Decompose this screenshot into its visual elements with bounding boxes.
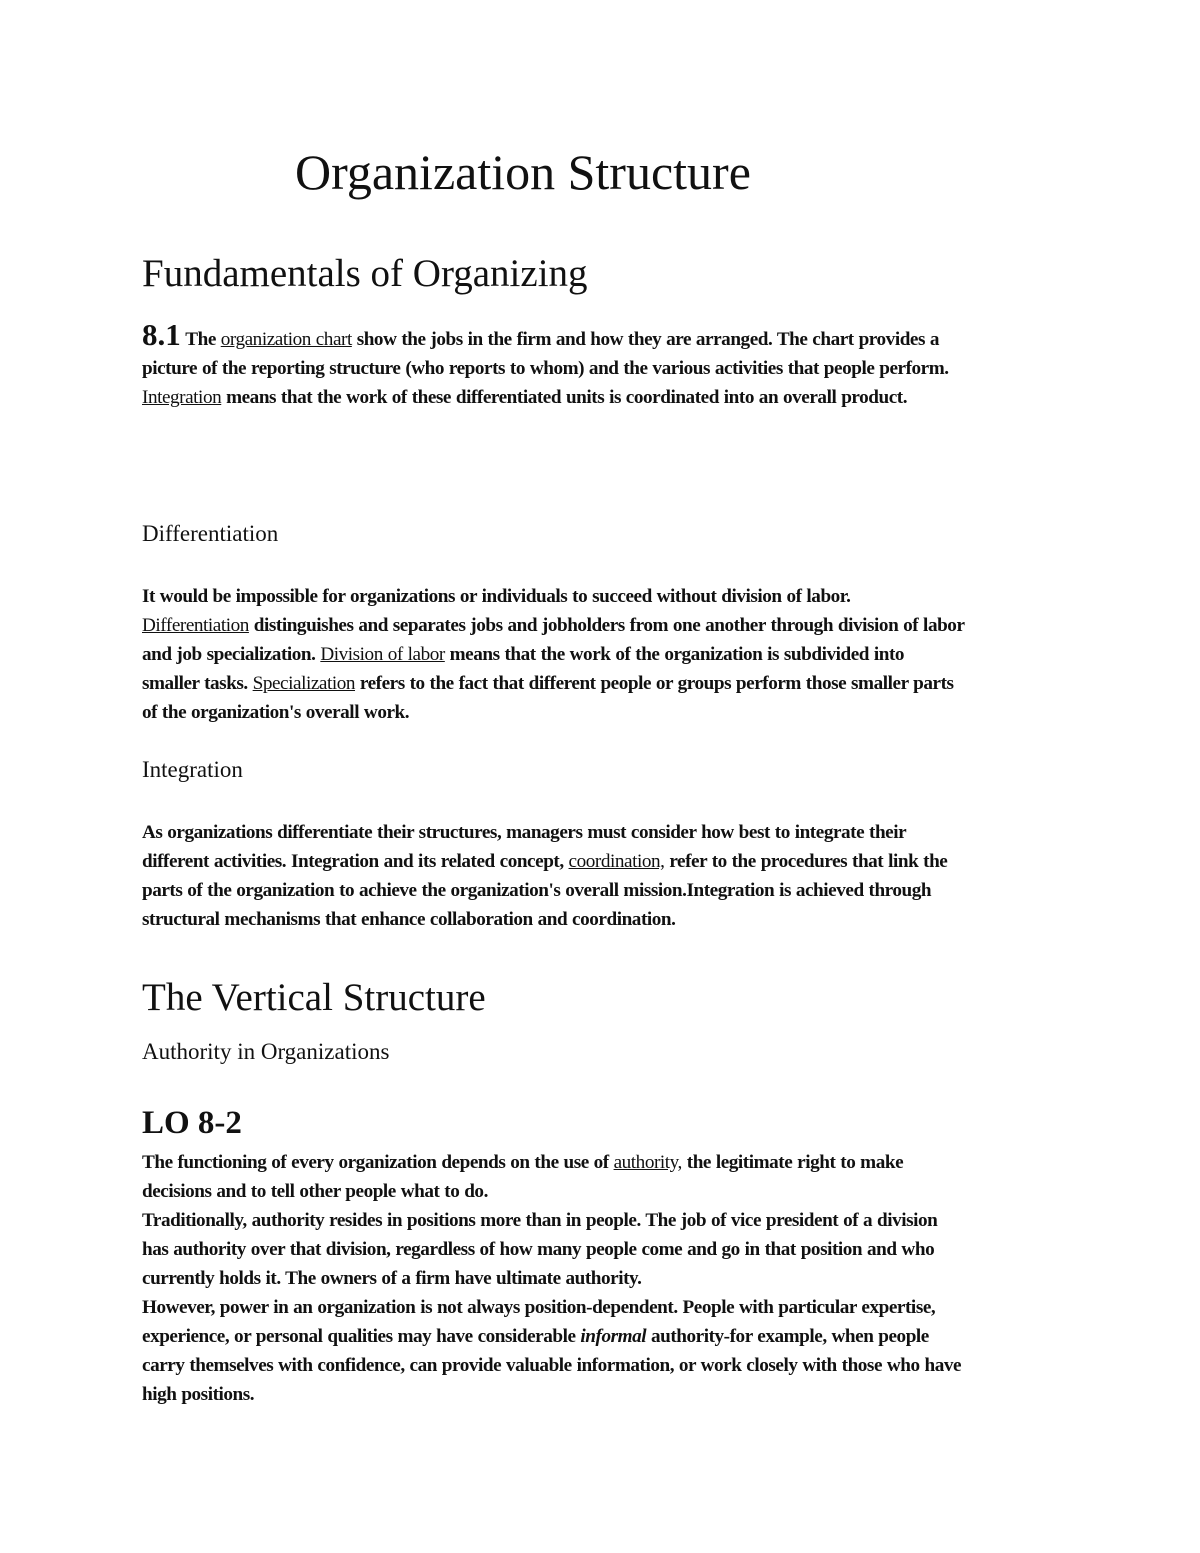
section-number: 8.1 [142,317,181,352]
paragraph-line: of the organization's overall work. [142,702,410,723]
term-authority: authority, [613,1152,682,1173]
paragraph-line: smaller tasks. Specialization refers to the fact that different people or groups perform those smaller parts [142,673,954,694]
paragraph-line: experience, or personal qualities may have considerable informal authority-for example, when people [142,1326,929,1347]
paragraph-line: However, power in an organization is not always position-dependent. People with particular expertise, [142,1297,936,1318]
heading-vertical-structure: The Vertical Structure [142,976,486,1019]
paragraph-line: and job specialization. Division of labor means that the work of the organization is subdivided into [142,644,905,665]
paragraph-line: carry themselves with confidence, can provide valuable information, or work closely with those who have [142,1355,962,1376]
paragraph-line: has authority over that division, regardless of how many people come and go in that position and who [142,1239,935,1260]
heading-fundamentals: Fundamentals of Organizing [142,252,588,295]
term-coordination: coordination, [568,851,665,872]
paragraph-line: high positions. [142,1384,255,1405]
term-specialization: Specialization [252,673,356,694]
paragraph-line: currently holds it. The owners of a firm have ultimate authority. [142,1268,642,1289]
paragraph-line: different activities. Integration and its related concept, coordination, refer to the procedures that link the [142,851,948,872]
paragraph-integration [142,818,1067,934]
term-organization-chart: organization chart [220,329,352,350]
term-division-of-labor: Division of labor [320,644,445,665]
heading-differentiation: Differentiation [142,521,279,546]
emphasis-informal: informal [580,1326,647,1347]
paragraph-line: Integration means that the work of these differentiated units is coordinated into an overall product. [142,387,908,408]
learning-objective-label: LO 8-2 [142,1105,242,1141]
heading-integration: Integration [142,757,243,782]
heading-authority: Authority in Organizations [142,1039,390,1064]
paragraph-differentiation [142,582,1067,727]
paragraph-line: structural mechanisms that enhance collaboration and coordination. [142,909,676,930]
term-integration: Integration [142,387,222,408]
paragraph-fundamentals [142,317,1067,412]
paragraph-line: Differentiation distinguishes and separates jobs and jobholders from one another through division of labor [142,615,965,636]
document-title: Organization Structure [295,144,751,200]
paragraph-authority [142,1148,1067,1409]
paragraph-line: picture of the reporting structure (who reports to whom) and the various activities that people perform. [142,358,949,379]
paragraph-line: parts of the organization to achieve the organization's overall mission.Integration is achieved through [142,880,932,901]
paragraph-line: Traditionally, authority resides in positions more than in people. The job of vice president of a division [142,1210,938,1231]
term-differentiation: Differentiation [142,615,249,636]
paragraph-line: It would be impossible for organizations or individuals to succeed without division of labor. [142,586,851,607]
paragraph-line: The functioning of every organization depends on the use of authority, the legitimate right to make [142,1152,904,1173]
paragraph-line: decisions and to tell other people what to do. [142,1181,488,1202]
paragraph-line: 8.1 The organization chart show the jobs in the firm and how they are arranged. The chart provides a [142,317,939,352]
paragraph-line: As organizations differentiate their structures, managers must consider how best to integrate their [142,822,907,843]
